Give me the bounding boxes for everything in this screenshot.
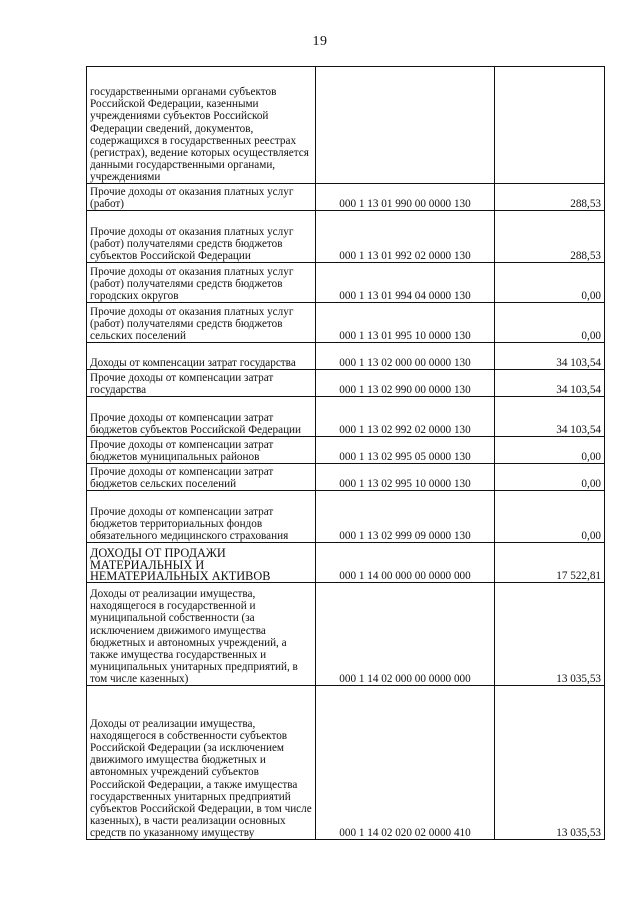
row-amount: 0,00 bbox=[495, 263, 605, 303]
row-code: 000 1 13 01 990 00 0000 130 bbox=[316, 184, 495, 211]
table-row bbox=[87, 370, 605, 397]
row-amount: 34 103,54 bbox=[495, 343, 605, 370]
row-amount: 13 035,53 bbox=[495, 583, 605, 686]
row-name: Доходы от компенсации затрат государства bbox=[87, 343, 316, 370]
table-row bbox=[87, 583, 605, 686]
revenue-table bbox=[86, 66, 605, 840]
row-name: государственными органами субъектов Российской Федерации, казенными учреждениями субъектов Российской Федерации сведений, документов, содержащихся в государственных реестрах (регистрах), ведение которых осуществляется данными государственными органами, учреждениями bbox=[87, 67, 316, 184]
row-amount: 34 103,54 bbox=[495, 397, 605, 437]
table-row bbox=[87, 67, 605, 184]
row-name: Прочие доходы от оказания платных услуг (работ) bbox=[87, 184, 316, 211]
row-name: Прочие доходы от компенсации затрат бюджетов субъектов Российской Федерации bbox=[87, 397, 316, 437]
row-code: 000 1 14 02 020 02 0000 410 bbox=[316, 686, 495, 840]
row-name: Прочие доходы от компенсации затрат государства bbox=[87, 370, 316, 397]
row-code: 000 1 13 02 995 10 0000 130 bbox=[316, 464, 495, 491]
table-row bbox=[87, 686, 605, 840]
row-code: 000 1 13 02 000 00 0000 130 bbox=[316, 343, 495, 370]
row-amount: 0,00 bbox=[495, 491, 605, 543]
table-row bbox=[87, 263, 605, 303]
row-name: ДОХОДЫ ОТ ПРОДАЖИ МАТЕРИАЛЬНЫХ И НЕМАТЕРИАЛЬНЫХ АКТИВОВ bbox=[87, 543, 316, 583]
row-code: 000 1 13 02 990 00 0000 130 bbox=[316, 370, 495, 397]
row-name: Прочие доходы от оказания платных услуг (работ) получателями средств бюджетов городских округов bbox=[87, 263, 316, 303]
row-amount: 13 035,53 bbox=[495, 686, 605, 840]
table-row bbox=[87, 184, 605, 211]
row-code bbox=[316, 67, 495, 184]
table-row bbox=[87, 397, 605, 437]
row-amount: 0,00 bbox=[495, 464, 605, 491]
row-name: Прочие доходы от оказания платных услуг (работ) получателями средств бюджетов субъектов Российской Федерации bbox=[87, 211, 316, 263]
row-amount: 34 103,54 bbox=[495, 370, 605, 397]
row-code: 000 1 14 02 000 00 0000 000 bbox=[316, 583, 495, 686]
row-code: 000 1 13 02 995 05 0000 130 bbox=[316, 437, 495, 464]
row-code: 000 1 13 02 992 02 0000 130 bbox=[316, 397, 495, 437]
row-amount bbox=[495, 67, 605, 184]
table-row bbox=[87, 464, 605, 491]
table-row bbox=[87, 437, 605, 464]
row-name: Доходы от реализации имущества, находящегося в собственности субъектов Российской Федерации (за исключением движимого имущества бюджетных и автономных учреждений субъектов Российской Федерации, а также имущества государственных унитарных предприятий субъектов Российской Федерации, в том числе казенных), в части реализации основных средств по указанному имуществу bbox=[87, 686, 316, 840]
row-code: 000 1 13 01 994 04 0000 130 bbox=[316, 263, 495, 303]
table-row bbox=[87, 343, 605, 370]
row-name: Доходы от реализации имущества, находящегося в государственной и муниципальной собственности (за исключением движимого имущества бюджетных и автономных учреждений, а также имущества государственных и муниципальных унитарных предприятий, в том числе казенных) bbox=[87, 583, 316, 686]
row-amount: 0,00 bbox=[495, 437, 605, 464]
row-name: Прочие доходы от компенсации затрат бюджетов территориальных фондов обязательного медицинского страхования bbox=[87, 491, 316, 543]
table-row bbox=[87, 211, 605, 263]
row-amount: 288,53 bbox=[495, 184, 605, 211]
row-code: 000 1 13 01 995 10 0000 130 bbox=[316, 303, 495, 343]
row-name: Прочие доходы от компенсации затрат бюджетов муниципальных районов bbox=[87, 437, 316, 464]
table-row bbox=[87, 543, 605, 583]
row-code: 000 1 14 00 000 00 0000 000 bbox=[316, 543, 495, 583]
row-code: 000 1 13 02 999 09 0000 130 bbox=[316, 491, 495, 543]
row-name: Прочие доходы от компенсации затрат бюджетов сельских поселений bbox=[87, 464, 316, 491]
table-row bbox=[87, 303, 605, 343]
row-amount: 288,53 bbox=[495, 211, 605, 263]
row-amount: 17 522,81 bbox=[495, 543, 605, 583]
row-code: 000 1 13 01 992 02 0000 130 bbox=[316, 211, 495, 263]
table-row bbox=[87, 491, 605, 543]
page-number: 19 bbox=[312, 34, 328, 49]
row-amount: 0,00 bbox=[495, 303, 605, 343]
row-name: Прочие доходы от оказания платных услуг (работ) получателями средств бюджетов сельских поселений bbox=[87, 303, 316, 343]
